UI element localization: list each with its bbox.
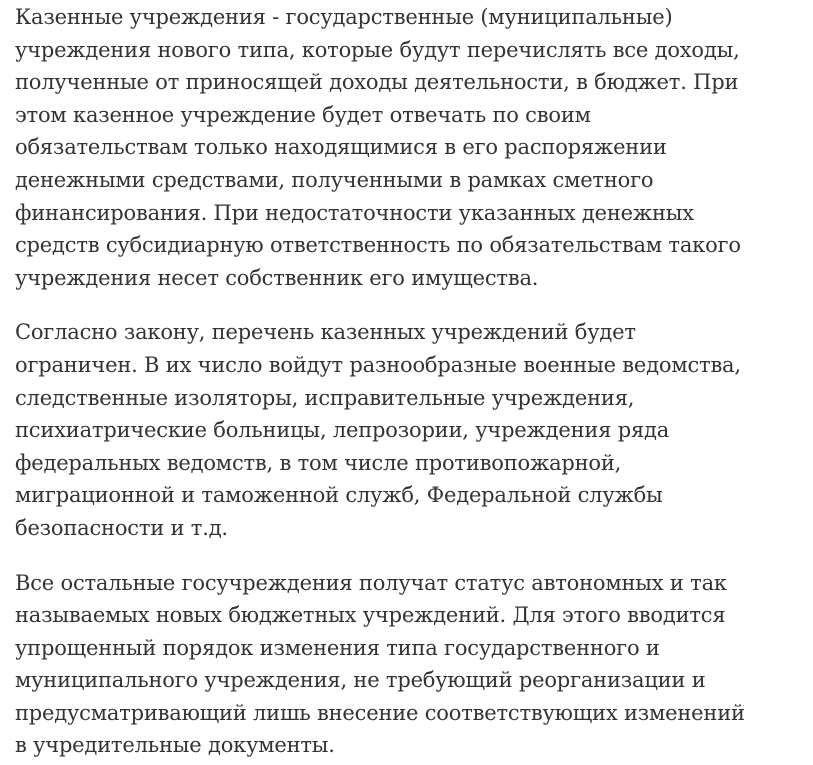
- article-body: [0, 1, 798, 762]
- paragraph-other-institutions: Все остальные госучреждения получат статус автономных и так называемых новых бюджетных учреждений. Для этого вводится упрощенный порядок изменения типа государственного и муниципального учреждения, не требующий реорганизации и предусматривающий лишь внесение соответствующих изменений в учредительные документы.: [15, 570, 745, 758]
- paragraph-state-institutions: Казенные учреждения - государственные (муниципальные) учреждения нового типа, которые будут перечислять все доходы, полученные от приносящей доходы деятельности, в бюджет. При этом казенное учреждение будет отвечать по своим обязательствам только находящимися в его распоряжении денежными средствами, полученными в рамках сметного финансирования. При недостаточности указанных денежных средств субсидиарную ответственность по обязательствам такого учреждения несет собственник его имущества.: [15, 5, 741, 290]
- paragraph-law-list: Согласно закону, перечень казенных учреждений будет ограничен. В их число войдут разнообразные военные ведомства, следственные изоляторы, исправительные учреждения, психиатрические больницы, лепрозории, учреждения ряда федеральных ведомств, в том числе противопожарной, миграционной и таможенной служб, Федеральной службы безопасности и т.д.: [15, 320, 741, 540]
